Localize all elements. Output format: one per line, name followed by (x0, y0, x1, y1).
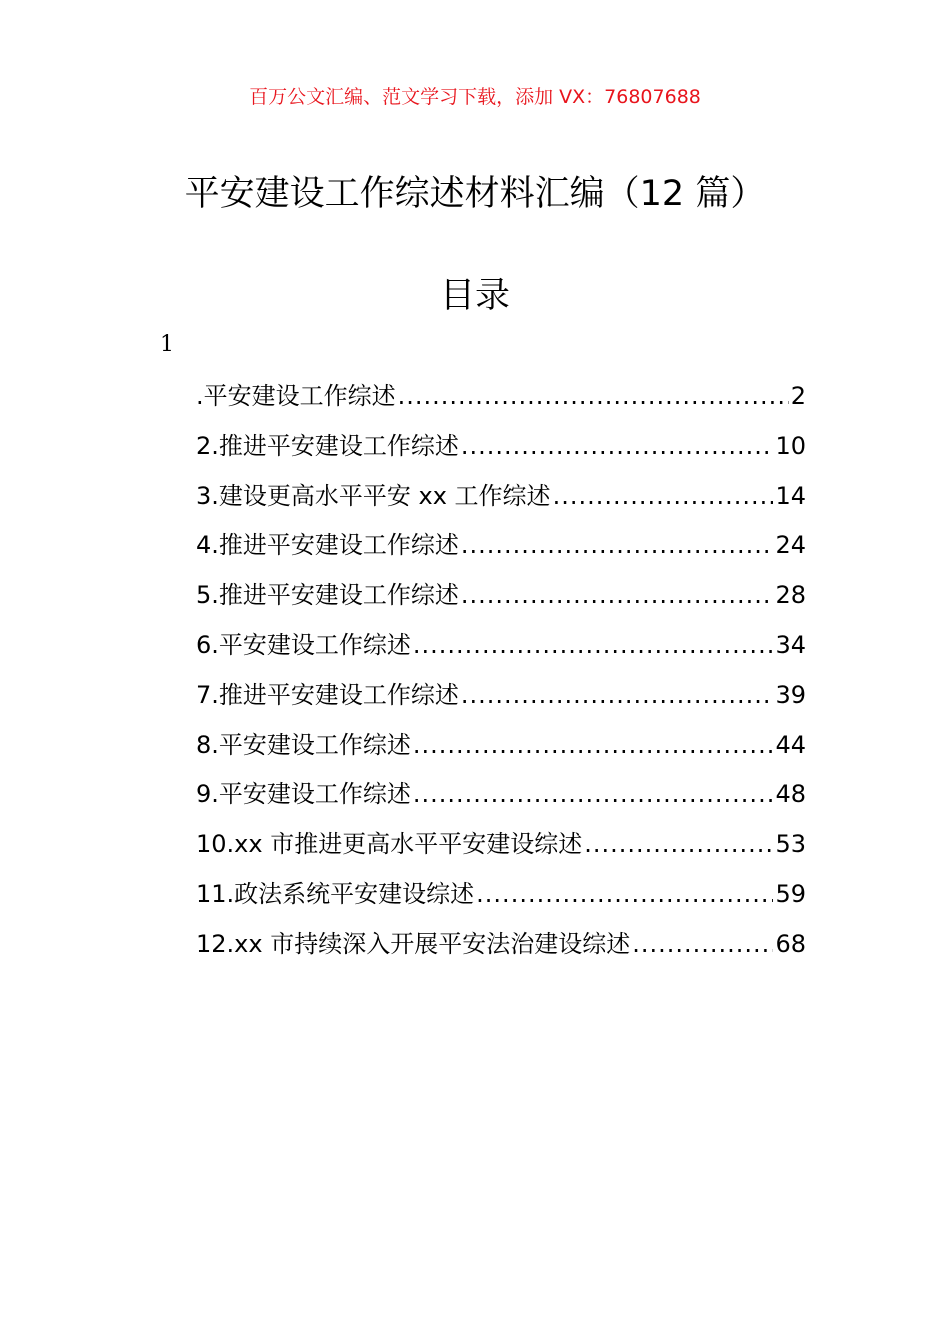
toc-entry-page: 53 (775, 830, 806, 859)
toc-entry[interactable] (196, 770, 806, 820)
toc-heading: 目录 (439, 276, 510, 316)
toc-leader-dots (398, 372, 789, 422)
toc-entry-page: 28 (775, 581, 806, 610)
toc-entry-page: 10 (775, 431, 806, 460)
toc-entry-label: 6.平安建设工作综述 (196, 630, 411, 659)
toc-entry-page: 24 (775, 531, 806, 560)
toc-entry[interactable] (196, 820, 806, 870)
stray-number: 1 (160, 332, 174, 357)
toc-entry-label: 9.平安建设工作综述 (196, 780, 411, 809)
toc-entry[interactable] (196, 472, 806, 522)
toc-entry-page: 48 (775, 780, 806, 809)
toc-entry-label: 10.xx 市推进更高水平平安建设综述 (196, 830, 583, 859)
toc-entry[interactable] (196, 671, 806, 721)
toc-entry[interactable] (196, 422, 806, 472)
toc-entry-page: 68 (775, 929, 806, 958)
toc-leader-dots (413, 770, 774, 820)
toc-entry[interactable] (196, 372, 806, 422)
toc-entry-page: 2 (790, 382, 806, 410)
header-note: 百万公文汇编、范文学习下载，添加 VX：76807688 (249, 86, 701, 108)
toc-entry-label: 12.xx 市持续深入开展平安法治建设综述 (196, 929, 631, 958)
toc-entry-label: .平安建设工作综述 (196, 382, 396, 410)
toc-leader-dots (584, 820, 773, 870)
toc-entry-page: 44 (775, 730, 806, 759)
toc-entry[interactable] (196, 621, 806, 671)
toc-entry[interactable] (196, 920, 806, 970)
toc-entry-label: 11.政法系统平安建设综述 (196, 879, 475, 908)
toc-entry[interactable] (196, 870, 806, 920)
toc-entry-label: 8.平安建设工作综述 (196, 730, 411, 759)
toc-leader-dots (461, 671, 774, 721)
toc-leader-dots (476, 870, 773, 920)
toc-entry-label: 7.推进平安建设工作综述 (196, 680, 459, 709)
toc-entry-page: 34 (775, 630, 806, 659)
toc-entry[interactable] (196, 571, 806, 621)
toc-entry-label: 2.推进平安建设工作综述 (196, 431, 459, 460)
toc-leader-dots (461, 571, 774, 621)
toc-entry-page: 14 (775, 481, 806, 510)
toc-leader-dots (553, 472, 774, 522)
toc-entry-page: 39 (775, 680, 806, 709)
toc-leader-dots (413, 721, 774, 771)
toc-entry[interactable] (196, 521, 806, 571)
toc-entry[interactable] (196, 721, 806, 771)
toc-entry-page: 59 (775, 879, 806, 908)
toc-leader-dots (461, 521, 774, 571)
toc-entry-label: 5.推进平安建设工作综述 (196, 581, 459, 610)
toc-leader-dots (632, 920, 773, 970)
toc-leader-dots (413, 621, 774, 671)
toc-entry-label: 3.建设更高水平平安 xx 工作综述 (196, 481, 551, 510)
toc-list (196, 372, 806, 970)
page-title: 平安建设工作综述材料汇编（12 篇） (184, 174, 766, 214)
toc-entry-label: 4.推进平安建设工作综述 (196, 531, 459, 560)
toc-leader-dots (461, 422, 774, 472)
